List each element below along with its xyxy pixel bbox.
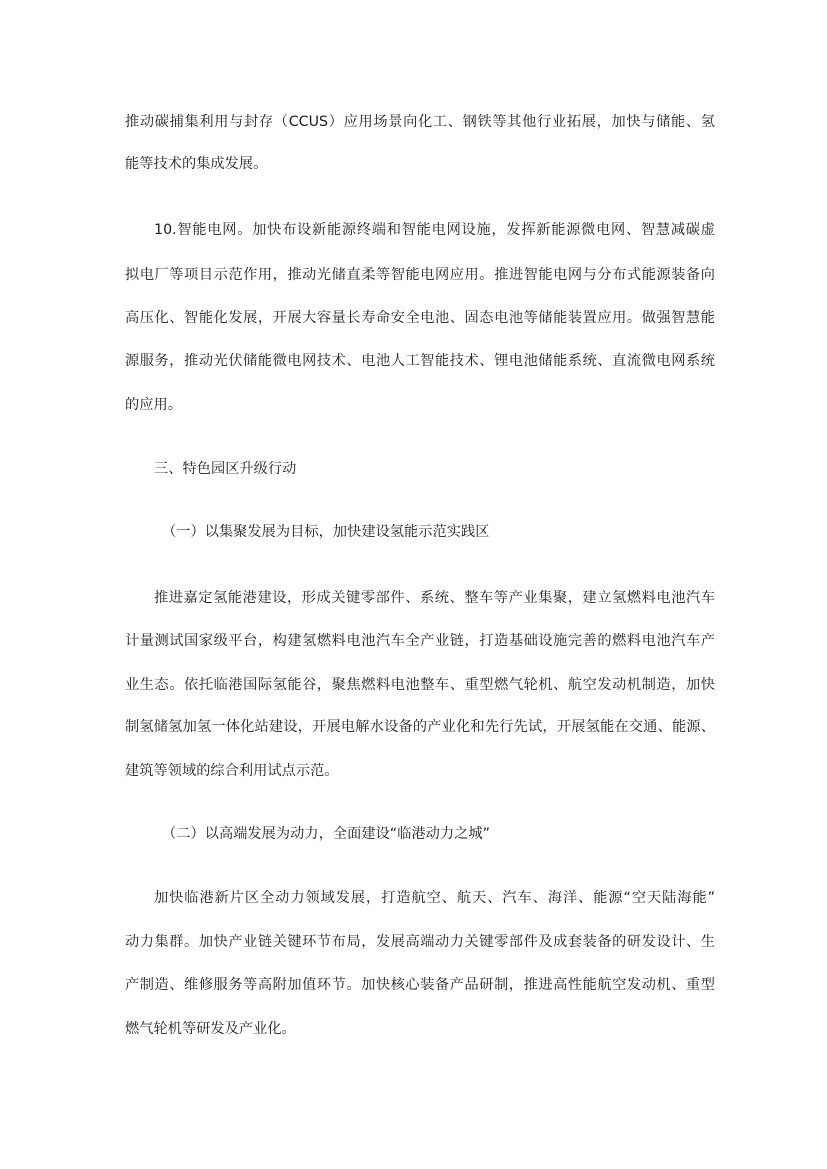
- paragraph-power-city-line-2: 动力集群。加快产业链关键环节布局，发展高端动力关键零部件及成套装备的研发设计、生: [125, 934, 715, 950]
- paragraph-smart-grid-line-2: 拟电厂等项目示范作用，推动光储直柔等智能电网应用。推进智能电网与分布式能源装备向: [125, 267, 715, 283]
- paragraph-hydrogen-line-3: 业生态。依托临港国际氢能谷，聚焦燃料电池整车、重型燃气轮机、航空发动机制造，加快: [125, 677, 715, 693]
- paragraph-hydrogen-line-1: 推进嘉定氢能港建设，形成关键零部件、系统、整车等产业集聚，建立氢燃料电池汽车: [154, 590, 715, 606]
- paragraph-smart-grid-line-4: 源服务，推动光伏储能微电网技术、电池人工智能技术、锂电池储能系统、直流微电网系统: [125, 353, 715, 369]
- subheading-2: （二）以高端发展为动力，全面建设“临港动力之城”: [162, 826, 491, 842]
- paragraph-hydrogen-line-5: 建筑等领域的综合利用试点示范。: [125, 763, 339, 779]
- paragraph-smart-grid-line-5: 的应用。: [125, 397, 182, 413]
- paragraph-hydrogen-line-2: 计量测试国家级平台，构建氢燃料电池汽车全产业链，打造基础设施完善的燃料电池汽车产: [125, 633, 715, 649]
- paragraph-ccus-line-1: 推动碳捕集利用与封存（CCUS）应用场景向化工、钢铁等其他行业拓展，加快与储能、氢: [125, 114, 715, 130]
- paragraph-power-city-line-4: 燃气轮机等研发及产业化。: [125, 1021, 296, 1037]
- paragraph-ccus-line-2: 能等技术的集成发展。: [125, 156, 268, 172]
- paragraph-hydrogen-line-4: 制氢储氢加氢一体化站建设，开展电解水设备的产业化和先行先试，开展氢能在交通、能源、: [125, 719, 715, 735]
- section-heading-3: 三、特色园区升级行动: [154, 461, 297, 477]
- paragraph-power-city-line-3: 产制造、维修服务等高附加值环节。加快核心装备产品研制，推进高性能航空发动机、重型: [125, 977, 715, 993]
- paragraph-smart-grid-line-3: 高压化、智能化发展，开展大容量长寿命安全电池、固态电池等储能装置应用。做强智慧能: [125, 310, 715, 326]
- subheading-1: （一）以集聚发展为目标，加快建设氢能示范实践区: [162, 524, 490, 540]
- paragraph-power-city-line-1: 加快临港新片区全动力领域发展，打造航空、航天、汽车、海洋、能源“空天陆海能”: [154, 890, 715, 906]
- paragraph-smart-grid-line-1: 10.智能电网。加快布设新能源终端和智能电网设施，发挥新能源微电网、智慧减碳虚: [154, 222, 715, 238]
